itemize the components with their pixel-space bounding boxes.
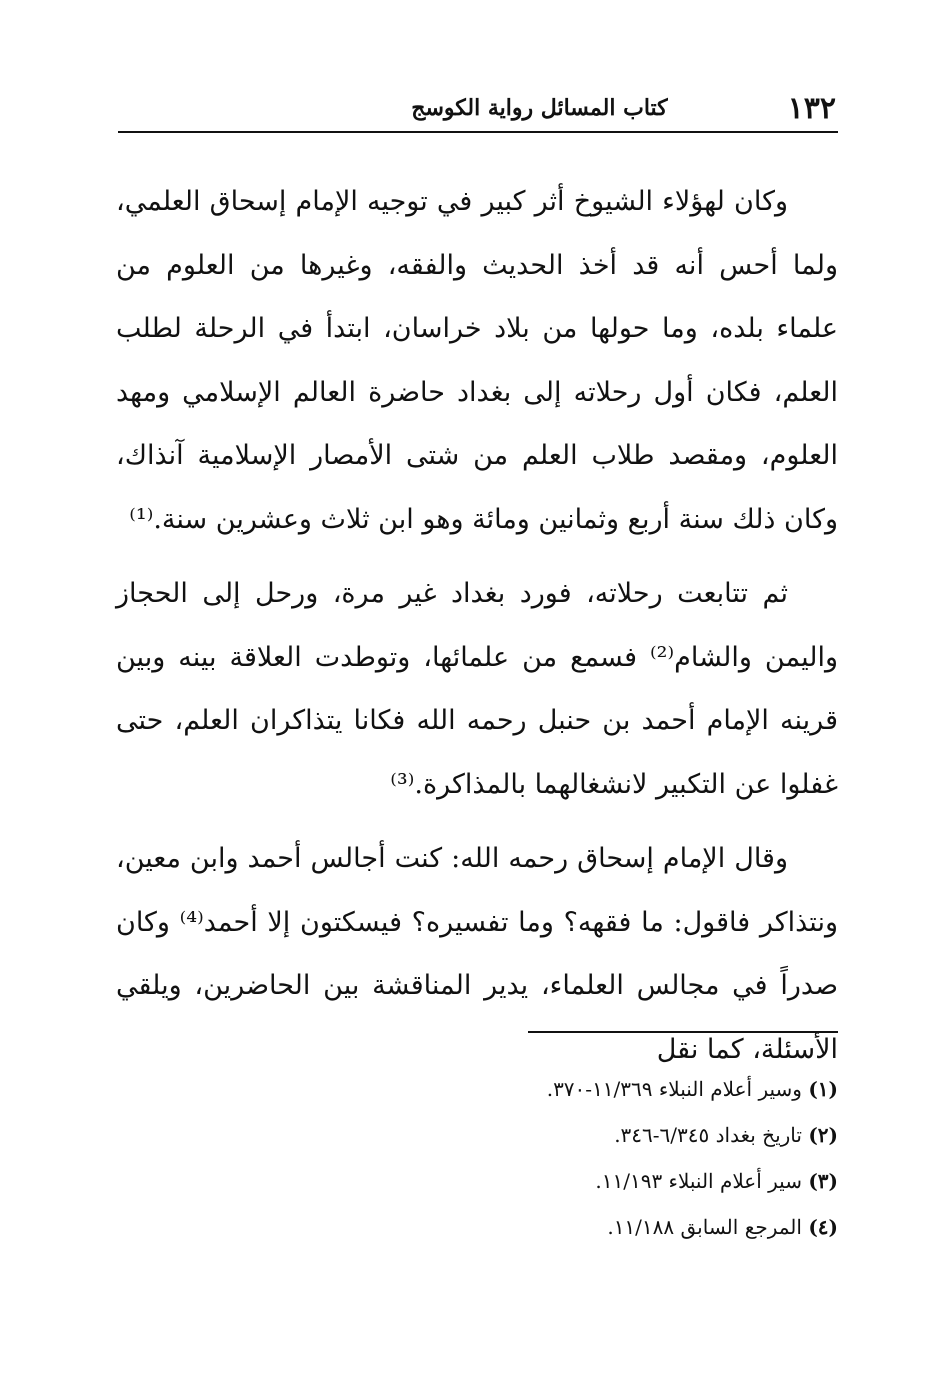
footnote-number: (٢) (808, 1123, 838, 1147)
footnote (300, 1158, 838, 1204)
footnote (300, 1066, 838, 1112)
footnote-number: (٤) (808, 1215, 838, 1239)
footnote-number: (٣) (808, 1169, 838, 1193)
footnote-text: وسير أعلام النبلاء ١١/٣٦٩-٣٧٠. (546, 1077, 802, 1101)
footnotes (300, 1066, 838, 1250)
header-rule (118, 131, 838, 133)
running-title: كتاب المسائل رواية الكوسج (411, 95, 668, 121)
footnote-number: (١) (808, 1077, 838, 1101)
page-number: ١٣٢ (787, 90, 836, 126)
footnote (300, 1112, 838, 1158)
footnote-text: تاريخ بغداد ٦/٣٤٥-٣٤٦. (614, 1123, 802, 1147)
footnote-text: المرجع السابق ١١/١٨٨. (607, 1215, 802, 1239)
footnote (300, 1204, 838, 1250)
paragraph: ثم تتابعت رحلاته، فورد بغداد غير مرة، ورحل إلى الحجاز واليمن والشام⁽²⁾ فسمع من علمائها، وتوطدت العلاقة بينه وبين قرينه الإمام أحمد بن حنبل رحمه الله فكانا يتذاكران العلم، حتى غفلوا عن التكبير لانشغالهما بالمذاكرة.⁽³⁾ (116, 578, 838, 800)
body-text (116, 170, 838, 1092)
footnote-text: سير أعلام النبلاء ١١/١٩٣. (595, 1169, 802, 1193)
page-header (118, 88, 836, 128)
paragraph: وكان لهؤلاء الشيوخ أثر كبير في توجيه الإمام إسحاق العلمي، ولما أحس أنه قد أخذ الحديث والفقه، وغيرها من العلوم من علماء بلده، وما حولها من بلاد خراسان، ابتدأ في الرحلة لطلب العلم، فكان أول رحلاته إلى بغداد حاضرة العالم الإسلامي ومهد العلوم، ومقصد طلاب العلم من شتى الأمصار الإسلامية آنذاك، وكان ذلك سنة أربع وثمانين ومائة وهو ابن ثلاث وعشرين سنة.⁽¹⁾ (116, 186, 838, 535)
paragraph: وقال الإمام إسحاق رحمه الله: كنت أجالس أحمد وابن معين، ونتذاكر فاقول: ما فقهه؟ وما تفسيره؟ فيسكتون إلا أحمد⁽⁴⁾ وكان صدراً في مجالس العلماء، يدير المناقشة بين الحاضرين، ويلقي الأسئلة، كما نقل (116, 843, 838, 1065)
footnote-rule (528, 1031, 838, 1033)
